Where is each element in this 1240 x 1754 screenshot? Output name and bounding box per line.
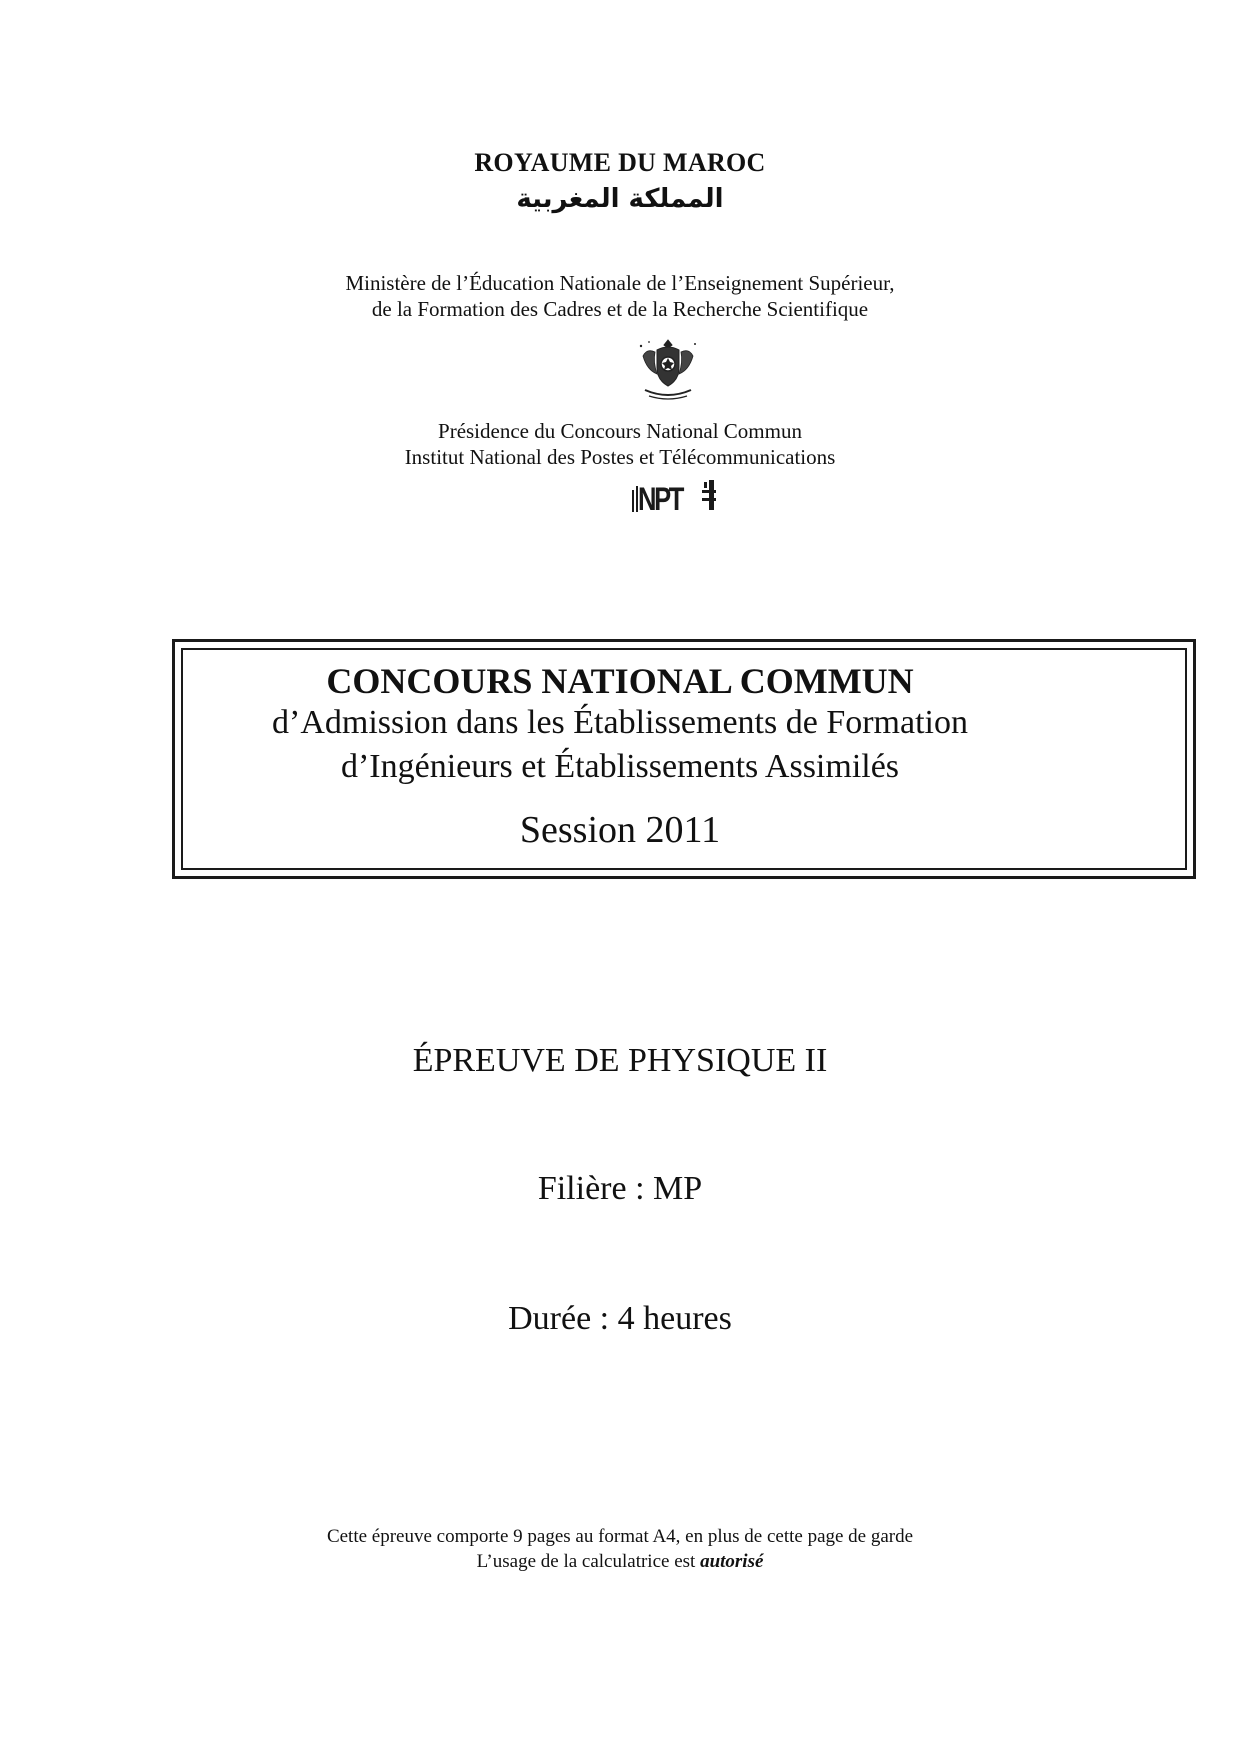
- page-count-note: Cette épreuve comporte 9 pages au format A4, en plus de cette page de garde: [326, 1526, 914, 1547]
- exam-filiere: Filière : MP: [537, 1170, 703, 1207]
- contest-title: CONCOURS NATIONAL COMMUN: [326, 661, 914, 701]
- ministry-line-1: Ministère de l’Éducation Nationale de l’Enseignement Supérieur,: [345, 271, 895, 295]
- svg-text:NPT: NPT: [638, 482, 685, 516]
- ministry-name: [0, 270, 1240, 322]
- ministry-line-2: de la Formation des Cadres et de la Recherche Scientifique: [371, 297, 869, 321]
- session-year: Session 2011: [519, 809, 721, 851]
- contest-subtitle-line-2: d’Ingénieurs et Établissements Assimilés: [340, 748, 900, 785]
- royal-crest-icon: [635, 334, 701, 406]
- presidence-line-1: Présidence du Concours National Commun: [438, 419, 802, 443]
- contest-subtitle-line-1: d’Admission dans les Établissements de Formation: [272, 704, 968, 741]
- exam-duration: Durée : 4 heures: [508, 1300, 732, 1337]
- presidence-line-2: Institut National des Postes et Télécommunications: [404, 445, 836, 469]
- calculator-note: [0, 1551, 1240, 1573]
- calculator-allowed: autorisé: [700, 1551, 764, 1572]
- country-name-arabic: المملكة المغربية: [516, 184, 724, 214]
- exam-subject: ÉPREUVE DE PHYSIQUE II: [412, 1042, 828, 1079]
- inpt-logo: [630, 476, 722, 516]
- country-name: ROYAUME DU MAROC: [474, 148, 766, 177]
- organizer: [0, 418, 1240, 470]
- calculator-note-text: L’usage de la calculatrice est: [476, 1551, 701, 1572]
